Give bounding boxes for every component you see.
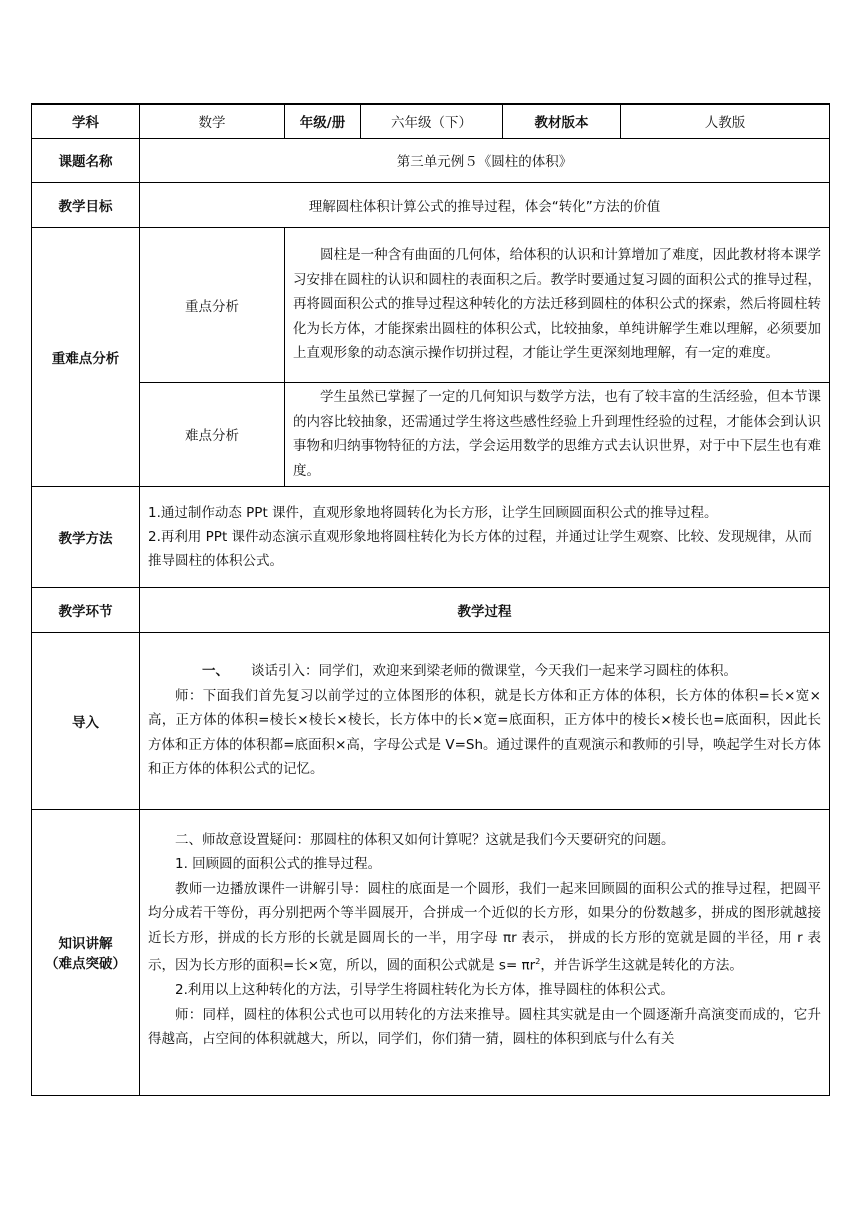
intro-cell — [140, 632, 830, 809]
knowledge-label-line-1: 知识讲解 — [58, 936, 113, 952]
method-line-1: 1.通过制作动态 PPt 课件，直观形象地将圆转化为长方形，让学生回顾圆面积公式的推导过程。 — [148, 504, 718, 521]
intro-row — [32, 632, 830, 809]
edition-value: 人教版 — [621, 104, 830, 138]
key-analysis-row — [32, 227, 830, 382]
method-line-2: 2.再利用 PPt 课件动态演示直观形象地将圆柱转化为长方体的过程，并通过让学生观察、比较、发现规律，从而推导圆柱的体积公式。 — [148, 528, 813, 569]
knowledge-cell — [140, 809, 830, 1095]
grade-label: 年级/册 — [285, 104, 361, 138]
header-row — [32, 104, 830, 138]
key-analysis-cell — [285, 227, 830, 382]
process-header-label: 教学过程 — [140, 587, 830, 632]
grade-value: 六年级（下） — [361, 104, 503, 138]
method-row — [32, 486, 830, 587]
knowledge-para-1: 二、师故意设置疑问：那圆柱的体积又如何计算呢？这就是我们今天要研究的问题。 — [175, 831, 675, 848]
knowledge-para-5: 师：同样，圆柱的体积公式也可以用转化的方法来推导。圆柱其实就是由一个圆逐渐升高演变而成的，它升得越高，占空间的体积就越大，所以，同学们，你们猜一猜，圆柱的体积到底与什么有关 — [148, 1006, 821, 1047]
edition-label: 教材版本 — [503, 104, 621, 138]
knowledge-para-3 — [140, 877, 829, 979]
lesson-plan-table — [31, 103, 830, 1096]
analysis-label: 重难点分析 — [32, 227, 140, 486]
method-cell — [140, 486, 830, 587]
knowledge-label — [32, 809, 140, 1095]
knowledge-para-3-tail: ，并告诉学生这就是转化的方法。 — [540, 957, 743, 974]
knowledge-para-4: 2.利用以上这种转化的方法，引导学生将圆柱转化为长方体，推导圆柱的体积公式。 — [175, 982, 674, 998]
knowledge-row — [32, 809, 830, 1095]
intro-para-1 — [140, 659, 829, 684]
goal-row — [32, 182, 830, 227]
difficulty-analysis-cell — [285, 382, 830, 486]
intro-para-1-number: 一、 — [202, 663, 229, 680]
method-label: 教学方法 — [32, 486, 140, 587]
difficulty-analysis-text: 学生虽然已掌握了一定的几何知识与数学方法，也有了较丰富的生活经验，但本节课的内容比较抽象，还需通过学生将这些感性经验上升到理性经验的过程，才能体会到认识事物和归纳事物特征的方法，学会运用数学的思维方式去认识世界，对于中下层生也有难度。 — [293, 389, 821, 479]
stage-header-label: 教学环节 — [32, 587, 140, 632]
difficulty-analysis-label: 难点分析 — [140, 382, 285, 486]
key-analysis-label: 重点分析 — [140, 227, 285, 382]
key-analysis-text: 圆柱是一种含有曲面的几何体，给体积的认识和计算增加了难度，因此教材将本课学习安排在圆柱的认识和圆柱的表面积之后。教学时要通过复习圆的面积公式的推导过程，再将圆面积公式的推导过程这种转化的方法迁移到圆柱的体积公式的探索，然后将圆柱转化为长方体，才能探索出圆柱的体积公式，比较抽象，单纯讲解学生难以理解，必须要加上直观形象的动态演示操作切拼过程，才能让学生更深刻地理解，有一定的难度。 — [293, 247, 821, 362]
subject-label: 学科 — [32, 104, 140, 138]
goal-label: 教学目标 — [32, 182, 140, 227]
difficulty-analysis-row — [32, 382, 830, 486]
goal-value: 理解圆柱体积计算公式的推导过程，体会“转化”方法的价值 — [140, 182, 830, 227]
intro-para-2: 师：下面我们首先复习以前学过的立体图形的体积，就是长方体和正方体的体积，长方体的体积=长×宽×高，正方体的体积=棱长×棱长×棱长，长方体中的长×宽=底面积，正方体中的棱长×棱长也=底面积，因此长方体和正方体的体积都=底面积×高，字母公式是 V=Sh。通过课件的直观演示和教师的引导，唤起学生对长方体和正方体的体积公式的记忆。 — [148, 687, 821, 778]
topic-label: 课题名称 — [32, 138, 140, 182]
topic-value: 第三单元例５《圆柱的体积》 — [140, 138, 830, 182]
knowledge-para-3-superscript: 2 — [535, 957, 541, 966]
intro-para-1-text: 谈话引入：同学们，欢迎来到梁老师的微课堂，今天我们一起来学习圆柱的体积。 — [251, 663, 737, 680]
knowledge-label-line-2: （难点突破） — [45, 956, 126, 972]
knowledge-para-3-text: 教师一边播放课件一讲解引导：圆柱的底面是一个圆形，我们一起来回顾圆的面积公式的推导过程，把圆平均分成若干等份，再分别把两个等半圆展开，合拼成一个近似的长方形，如果分的份数越多，拼成的图形就越接近长方形，拼成的长方形的长就是圆周长的一半，用字母 πr 表示， 拼成的长方形的宽就是圆的半径，用 r 表示，因为长方形的面积=长×宽，所以，圆的面积公式就是 s= πr — [148, 880, 821, 974]
topic-row — [32, 138, 830, 182]
subject-value: 数学 — [140, 104, 285, 138]
knowledge-para-2: 1. 回顾圆的面积公式的推导过程。 — [175, 856, 382, 872]
process-header-row — [32, 587, 830, 632]
intro-label: 导入 — [32, 632, 140, 809]
